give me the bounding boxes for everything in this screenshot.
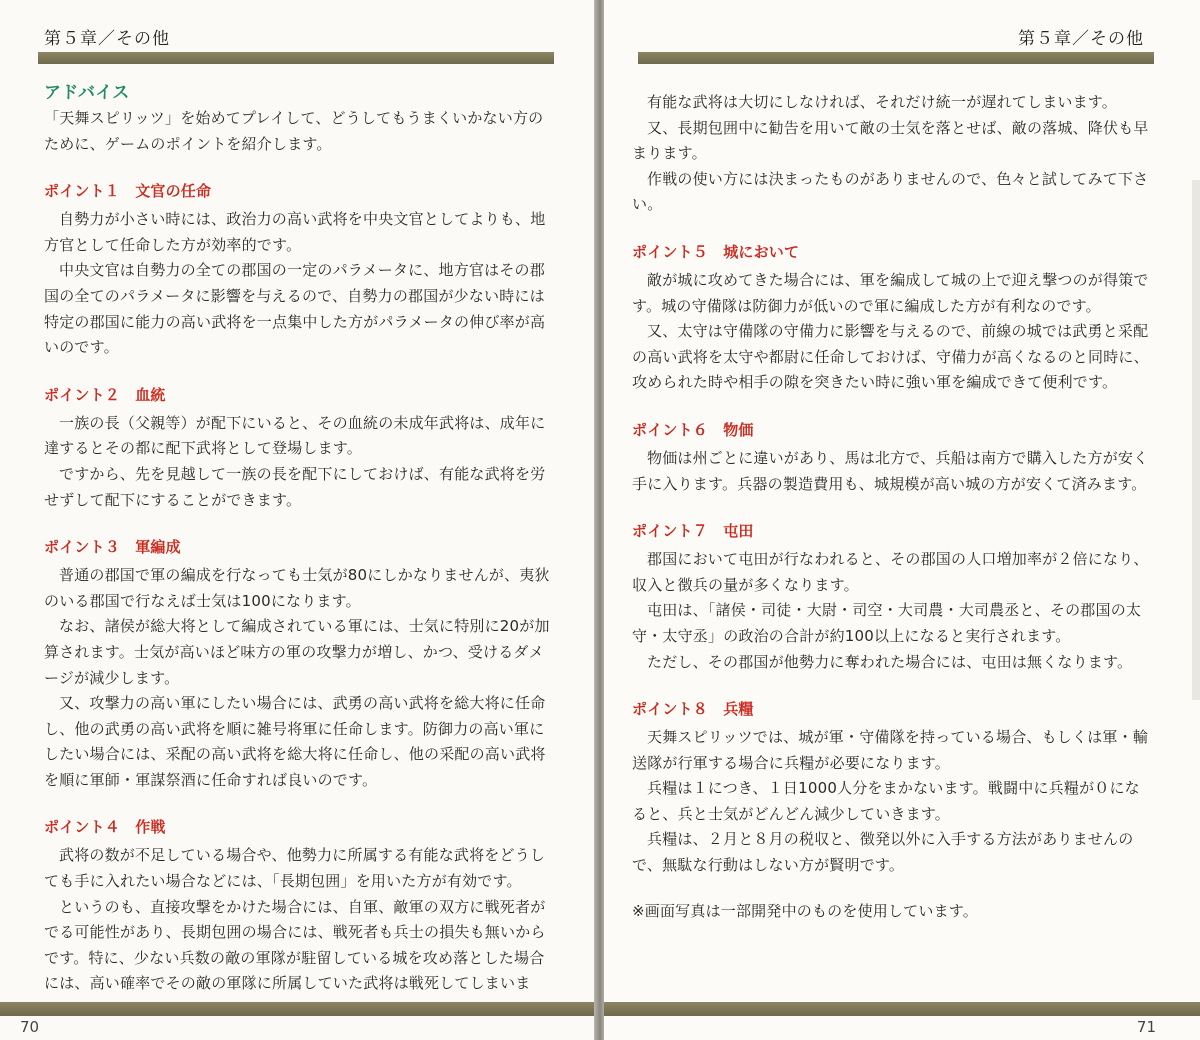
paragraph: 中央文官は自勢力の全ての郡国の一定のパラメータに、地方官はその郡国の全てのパラメータに影響を与えるので、自勢力の郡国が少ない時には特定の郡国に能力の高い武将を一点集中した方がパラメータの伸び率が高いのです。: [44, 261, 546, 357]
right-page: [604, 0, 1200, 1040]
footer-rule: [604, 1002, 1200, 1016]
point-2-title: ポイント２ 血統: [44, 385, 166, 404]
page-edge: [1192, 180, 1200, 700]
paragraph: ただし、その郡国が他勢力に奪われた場合には、屯田は無くなります。: [647, 652, 1133, 671]
chapter-header: 第５章／その他: [1018, 29, 1144, 49]
point-7-title: ポイント７ 屯田: [632, 522, 754, 541]
point-1-title: ポイント１ 文官の任命: [44, 182, 212, 201]
point-5-title: ポイント５ 城において: [632, 242, 800, 261]
point-8-title: ポイント８ 兵糧: [632, 700, 754, 719]
paragraph: 郡国において屯田が行なわれると、その郡国の人口増加率が２倍になり、収入と徴兵の量が多くなります。: [632, 550, 1149, 594]
paragraph: 又、太守は守備隊の守備力に影響を与えるので、前線の城では武勇と采配の高い武将を太守や都尉に任命しておけば、守備力が高くなるのと同時に、攻められた時や相手の隙を突きたい時に強い軍を編成できて便利です。: [632, 322, 1149, 392]
paragraph: 普通の郡国で軍の編成を行なっても士気が80にしかなりませんが、夷狄のいる郡国で行なえば士気は100になります。: [44, 566, 550, 610]
paragraph: 又、長期包囲中に勧告を用いて敵の士気を落とせば、敵の落城、降伏も早まります。: [632, 118, 1149, 163]
left-page-content: [44, 82, 554, 1023]
intro-paragraph: 「天舞スピリッツ」を始めてプレイして、どうしてもうまくいかない方のために、ゲームのポイントを紹介します。: [44, 109, 544, 153]
paragraph: 作戦の使い方には決まったものがありませんので、色々と試してみて下さい。: [632, 169, 1149, 214]
page-number: 71: [1136, 1018, 1156, 1036]
paragraph: 有能な武将は大切にしなければ、それだけ統一が遅れてしまいます。: [647, 93, 1118, 111]
footnote: ※画面写真は一部開発中のものを使用しています。: [632, 901, 978, 920]
paragraph: 物価は州ごとに違いがあり、馬は北方で、兵船は南方で購入した方が安く手に入ります。兵器の製造費用も、城規模が高い城の方が安くて済みます。: [632, 448, 1149, 493]
header-rule: [38, 52, 554, 64]
paragraph: というのも、直接攻撃をかけた場合には、自軍、敵軍の双方に戦死者がでる可能性があり、長期包囲の場合には、戦死者も兵士の損失も無いからです。特に、少ない兵数の敵の軍隊が駐留している城を攻め落とした場合には、高い確率でその敵の軍隊に所属していた武将は戦死してしまいま: [44, 897, 546, 993]
paragraph: 兵糧は１につき、１日1000人分をまかないます。戦闘中に兵糧が０になると、兵と士気がどんどん減少していきます。: [632, 779, 1140, 823]
page-number: 70: [20, 1018, 40, 1036]
paragraph: 敵が城に攻めてきた場合には、軍を編成して城の上で迎え撃つのが得策です。城の守備隊は防御力が低いので軍に編成した方が有利なのです。: [632, 270, 1149, 315]
paragraph: 又、攻撃力の高い軍にしたい場合には、武勇の高い武将を総大将に任命し、他の武勇の高い武将を順に雑号将軍に任命します。防御力の高い軍にしたい場合には、采配の高い武将を総大将に任命し、他の采配の高い武将を順に軍師・軍謀祭酒に任命すれば良いのです。: [44, 694, 546, 789]
paragraph: 武将の数が不足している場合や、他勢力に所属する有能な武将をどうしても手に入れたい場合などには、「長期包囲」を用いた方が有効です。: [44, 846, 546, 891]
paragraph: 天舞スピリッツでは、城が軍・守備隊を持っている場合、もしくは軍・輸送隊が行軍する場合に兵糧が必要になります。: [632, 728, 1149, 772]
section-title-advice: アドバイス: [44, 83, 130, 103]
paragraph: 一族の長（父親等）が配下にいると、その血統の未成年武将は、成年に達するとその都に配下武将として登場します。: [44, 413, 546, 458]
point-6-title: ポイント６ 物価: [632, 420, 754, 439]
paragraph: 屯田は、「諸侯・司徒・大尉・司空・大司農・大司農丞と、その郡国の太守・太守丞」の政治の合計が約100以上になると実行されます。: [632, 601, 1142, 645]
right-page-content: [632, 90, 1152, 924]
paragraph: ですから、先を見越して一族の長を配下にしておけば、有能な武将を労せずして配下にすることができます。: [44, 464, 546, 509]
paragraph: なお、諸侯が総大将として編成されている軍には、士気に特別に20が加算されます。士気が高いほど味方の軍の攻撃力が増し、かつ、受けるダメージが減少します。: [44, 617, 550, 687]
chapter-header: 第５章／その他: [44, 29, 170, 49]
paragraph: 自勢力が小さい時には、政治力の高い武将を中央文官としてよりも、地方官として任命した方が効率的です。: [44, 210, 546, 254]
point-3-title: ポイント３ 軍編成: [44, 538, 181, 557]
left-page: [0, 0, 596, 1040]
footer-rule: [0, 1002, 596, 1016]
header-rule: [638, 52, 1154, 64]
point-4-title: ポイント４ 作戦: [44, 818, 166, 837]
paragraph: 兵糧は、２月と８月の税収と、徴発以外に入手する方法がありませんので、無駄な行動はしない方が賢明です。: [632, 830, 1134, 875]
